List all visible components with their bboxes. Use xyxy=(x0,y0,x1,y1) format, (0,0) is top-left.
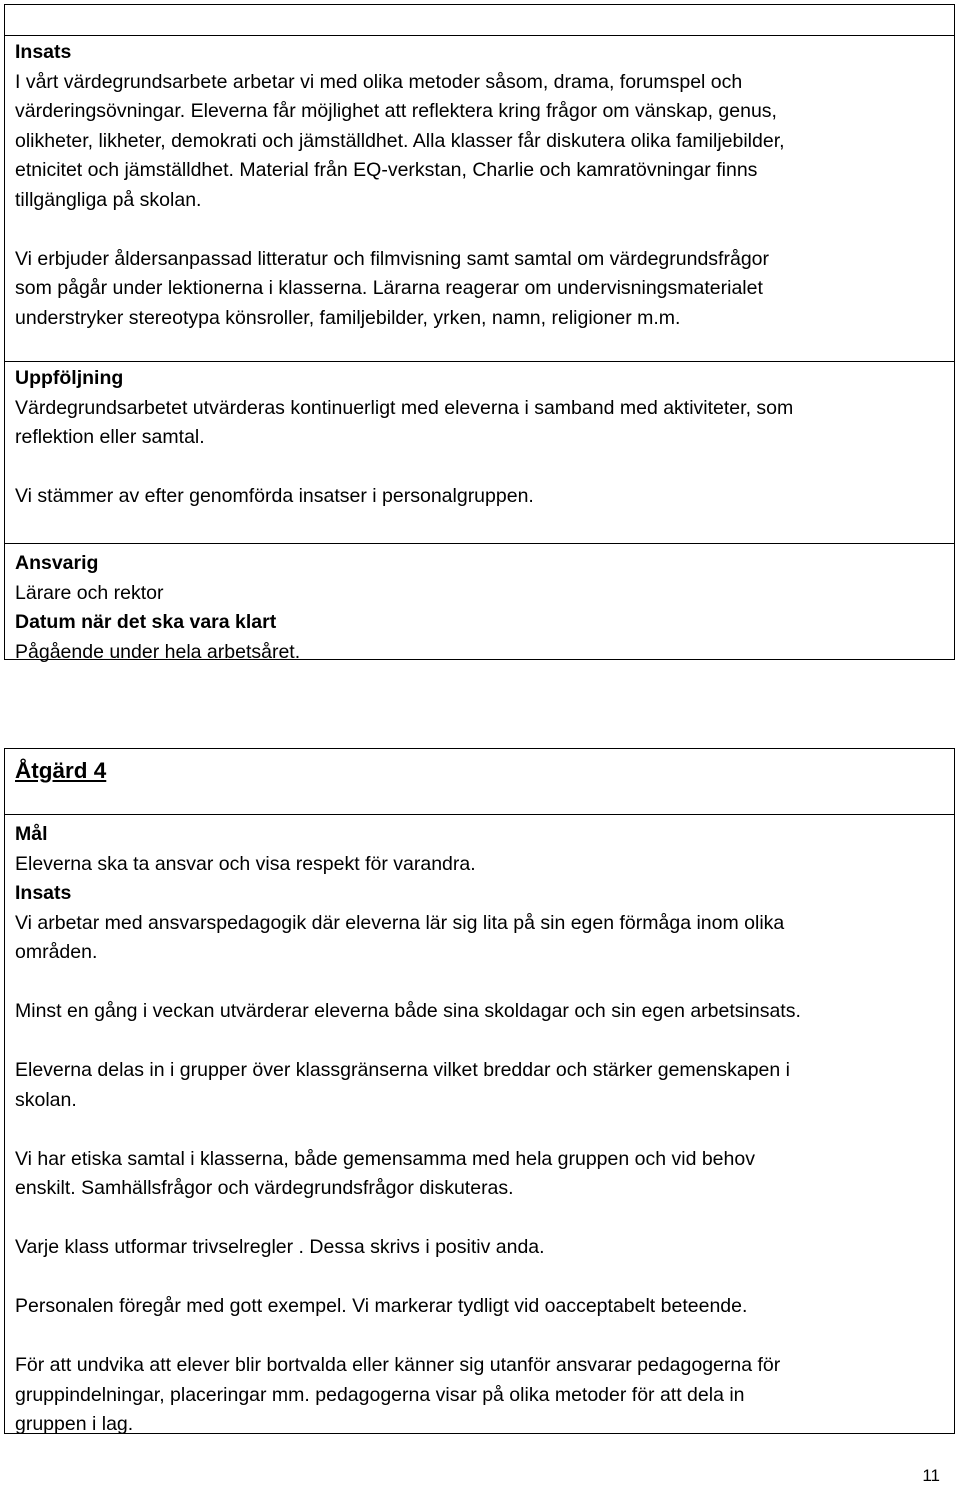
insats-line: Vi erbjuder åldersanpassad litteratur och filmvisning samt samtal om värdegrundsfrågor xyxy=(15,247,769,270)
datum-value: Pågående under hela arbetsåret. xyxy=(15,640,301,663)
insats-heading: Insats xyxy=(15,41,72,63)
paragraph-line: Vi har etiska samtal i klasserna, både gemensamma med hela gruppen och vid behov xyxy=(15,1147,755,1170)
uppfoljning-heading: Uppföljning xyxy=(15,367,124,389)
paragraph-line: skolan. xyxy=(15,1088,77,1111)
insats-line: värderingsövningar. Eleverna får möjlighet att reflektera kring frågor om vänskap, genus, xyxy=(15,100,777,122)
atgard-body-cell xyxy=(5,815,954,1440)
insats-cell xyxy=(5,36,954,362)
action-table-3-continued xyxy=(4,35,955,663)
paragraph-line: gruppindelningar, placeringar mm. pedagogerna visar på olika metoder för att dela in xyxy=(15,1383,745,1406)
uppfoljning-line: Värdegrundsarbetet utvärderas kontinuerligt med eleverna i samband med aktiviteter, som xyxy=(15,396,794,419)
paragraph-line: Vi arbetar med ansvarspedagogik där eleverna lär sig lita på sin egen förmåga inom olika xyxy=(15,911,785,934)
mal-value: Eleverna ska ta ansvar och visa respekt för varandra. xyxy=(15,852,476,875)
insats-line: tillgängliga på skolan. xyxy=(15,188,202,211)
paragraph-line: Personalen föregår med gott exempel. Vi markerar tydligt vid oacceptabelt beteende. xyxy=(15,1295,748,1317)
paragraph-line: Minst en gång i veckan utvärderar eleverna både sina skoldagar och sin egen arbetsinsats. xyxy=(15,1000,801,1022)
uppfoljning-line: reflektion eller samtal. xyxy=(15,426,205,448)
action-table-4 xyxy=(4,748,955,1434)
paragraph-line: områden. xyxy=(15,941,98,963)
mal-heading: Mål xyxy=(15,823,48,845)
paragraph-line: Eleverna delas in i grupper över klassgränserna vilket breddar och stärker gemenskapen i xyxy=(15,1059,790,1081)
uppfoljning-line: Vi stämmer av efter genomförda insatser i personalgruppen. xyxy=(15,485,534,507)
insats-heading: Insats xyxy=(15,882,72,904)
page-number: 11 xyxy=(922,1466,940,1485)
ansvarig-cell xyxy=(5,544,954,667)
paragraph-line: gruppen i lag. xyxy=(15,1413,134,1435)
insats-line: olikheter, likheter, demokrati och jämställdhet. Alla klasser får diskutera olika familjebilder, xyxy=(15,129,785,152)
paragraph-line: enskilt. Samhällsfrågor och värdegrundsfrågor diskuteras. xyxy=(15,1177,514,1199)
previous-table-bottom xyxy=(4,4,955,36)
ansvarig-heading: Ansvarig xyxy=(15,552,99,574)
atgard-title-cell xyxy=(5,749,954,815)
paragraph-line: För att undvika att elever blir bortvalda eller känner sig utanför ansvarar pedagogerna för xyxy=(15,1354,781,1376)
uppfoljning-cell xyxy=(5,362,954,544)
datum-heading: Datum när det ska vara klart xyxy=(15,611,277,633)
insats-line: etnicitet och jämställdhet. Material från EQ-verkstan, Charlie och kamratövningar finns xyxy=(15,159,758,181)
ansvarig-value: Lärare och rektor xyxy=(15,581,164,604)
paragraph-line: Varje klass utformar trivselregler . Dessa skrivs i positiv anda. xyxy=(15,1236,545,1258)
insats-line: I vårt värdegrundsarbete arbetar vi med olika metoder såsom, drama, forumspel och xyxy=(15,70,743,93)
insats-line: understryker stereotypa könsroller, familjebilder, yrken, namn, religioner m.m. xyxy=(15,306,681,329)
atgard-title: Åtgärd 4 xyxy=(15,758,107,783)
insats-line: som pågår under lektionerna i klasserna. Lärarna reagerar om undervisningsmaterialet xyxy=(15,277,763,299)
